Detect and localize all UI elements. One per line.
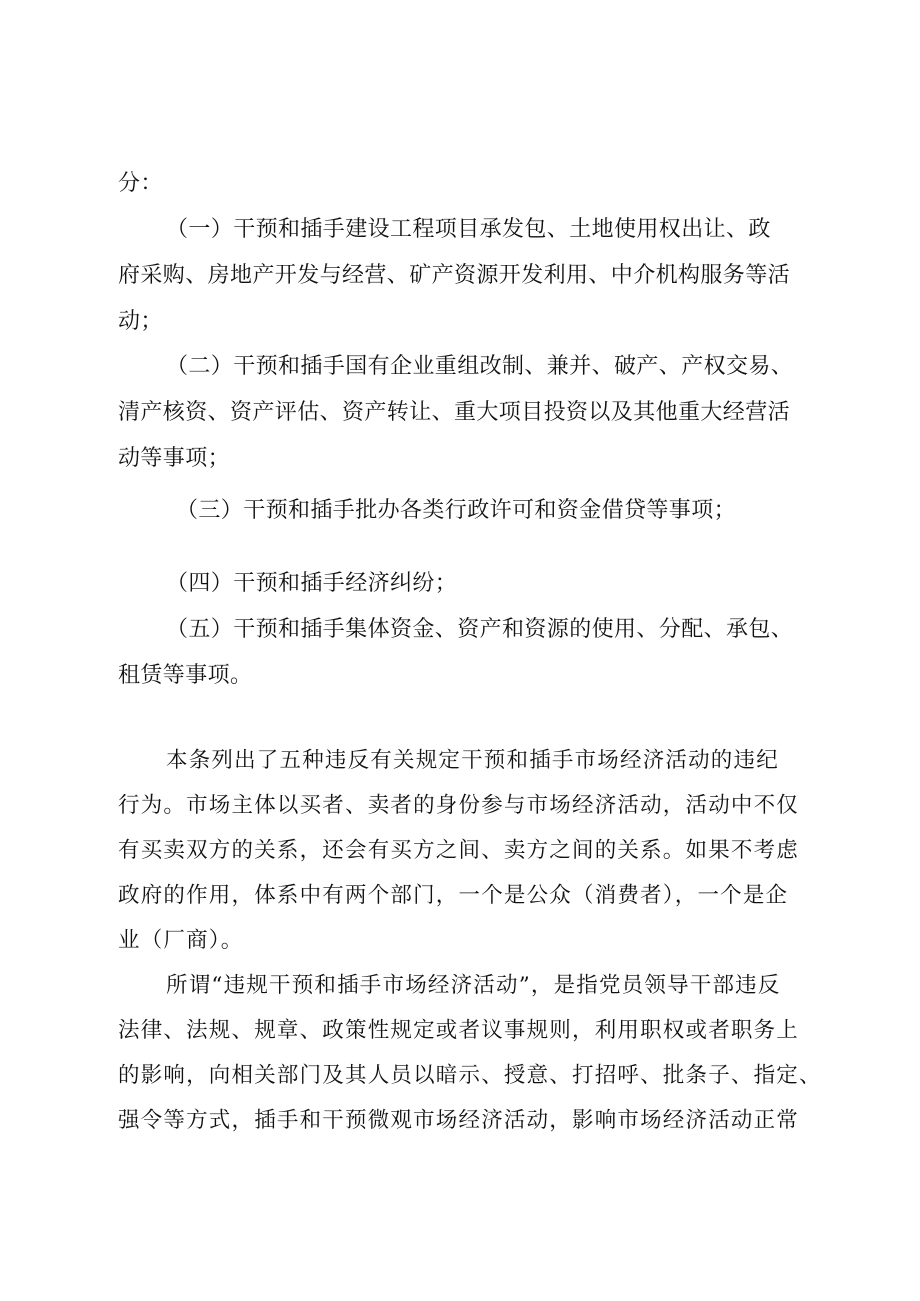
list-item-1-line-1: （一）干预和插手建设工程项目承发包、土地使用权出让、政 — [166, 217, 771, 242]
list-item-5-line-2: 租赁等事项。 — [118, 663, 253, 688]
commentary-p1-line-1: 本条列出了五种违反有关规定干预和插手市场经济活动的违纪 — [166, 748, 779, 773]
commentary-p2-line-3: 的影响，向相关部门及其人员以暗示、授意、打招呼、批条子、指定、 — [118, 1063, 822, 1088]
continuation-line: 分： — [118, 171, 163, 196]
commentary-p2-line-1: 所谓“违规干预和插手市场经济活动”，是指党员领导干部违反 — [166, 973, 781, 998]
commentary-p2-line-4: 强令等方式，插手和干预微观市场经济活动，影响市场经济活动正常 — [118, 1108, 800, 1133]
list-item-1-line-3: 动； — [118, 309, 163, 334]
list-item-1-line-2: 府采购、房地产开发与经营、矿产资源开发利用、中介机构服务等活 — [118, 263, 791, 288]
commentary-p1-line-5: 业（厂商）。 — [118, 928, 244, 953]
commentary-p2-line-2: 法律、法规、规章、政策性规定或者议事规则，利用职权或者职务上 — [118, 1018, 800, 1043]
list-item-3-line-1: （三）干预和插手批办各类行政许可和资金借贷等事项； — [176, 498, 737, 523]
commentary-p1-line-2: 行为。市场主体以买者、卖者的身份参与市场经济活动，活动中不仅 — [118, 793, 800, 818]
list-item-4-line-1: （四）干预和插手经济纠纷； — [166, 571, 458, 596]
commentary-p1-line-4: 政府的作用，体系中有两个部门，一个是公众（消费者），一个是企 — [118, 883, 789, 908]
list-item-2-line-1: （二）干预和插手国有企业重组改制、兼并、破产、产权交易、 — [166, 354, 794, 379]
list-item-2-line-2: 清产核资、资产评估、资产转让、重大项目投资以及其他重大经营活 — [118, 400, 791, 425]
list-item-5-line-1: （五）干预和插手集体资金、资产和资源的使用、分配、承包、 — [166, 617, 794, 642]
list-item-2-line-3: 动等事项； — [118, 446, 231, 471]
commentary-p1-line-3: 有买卖双方的关系，还会有买方之间、卖方之间的关系。如果不考虑 — [118, 838, 800, 863]
